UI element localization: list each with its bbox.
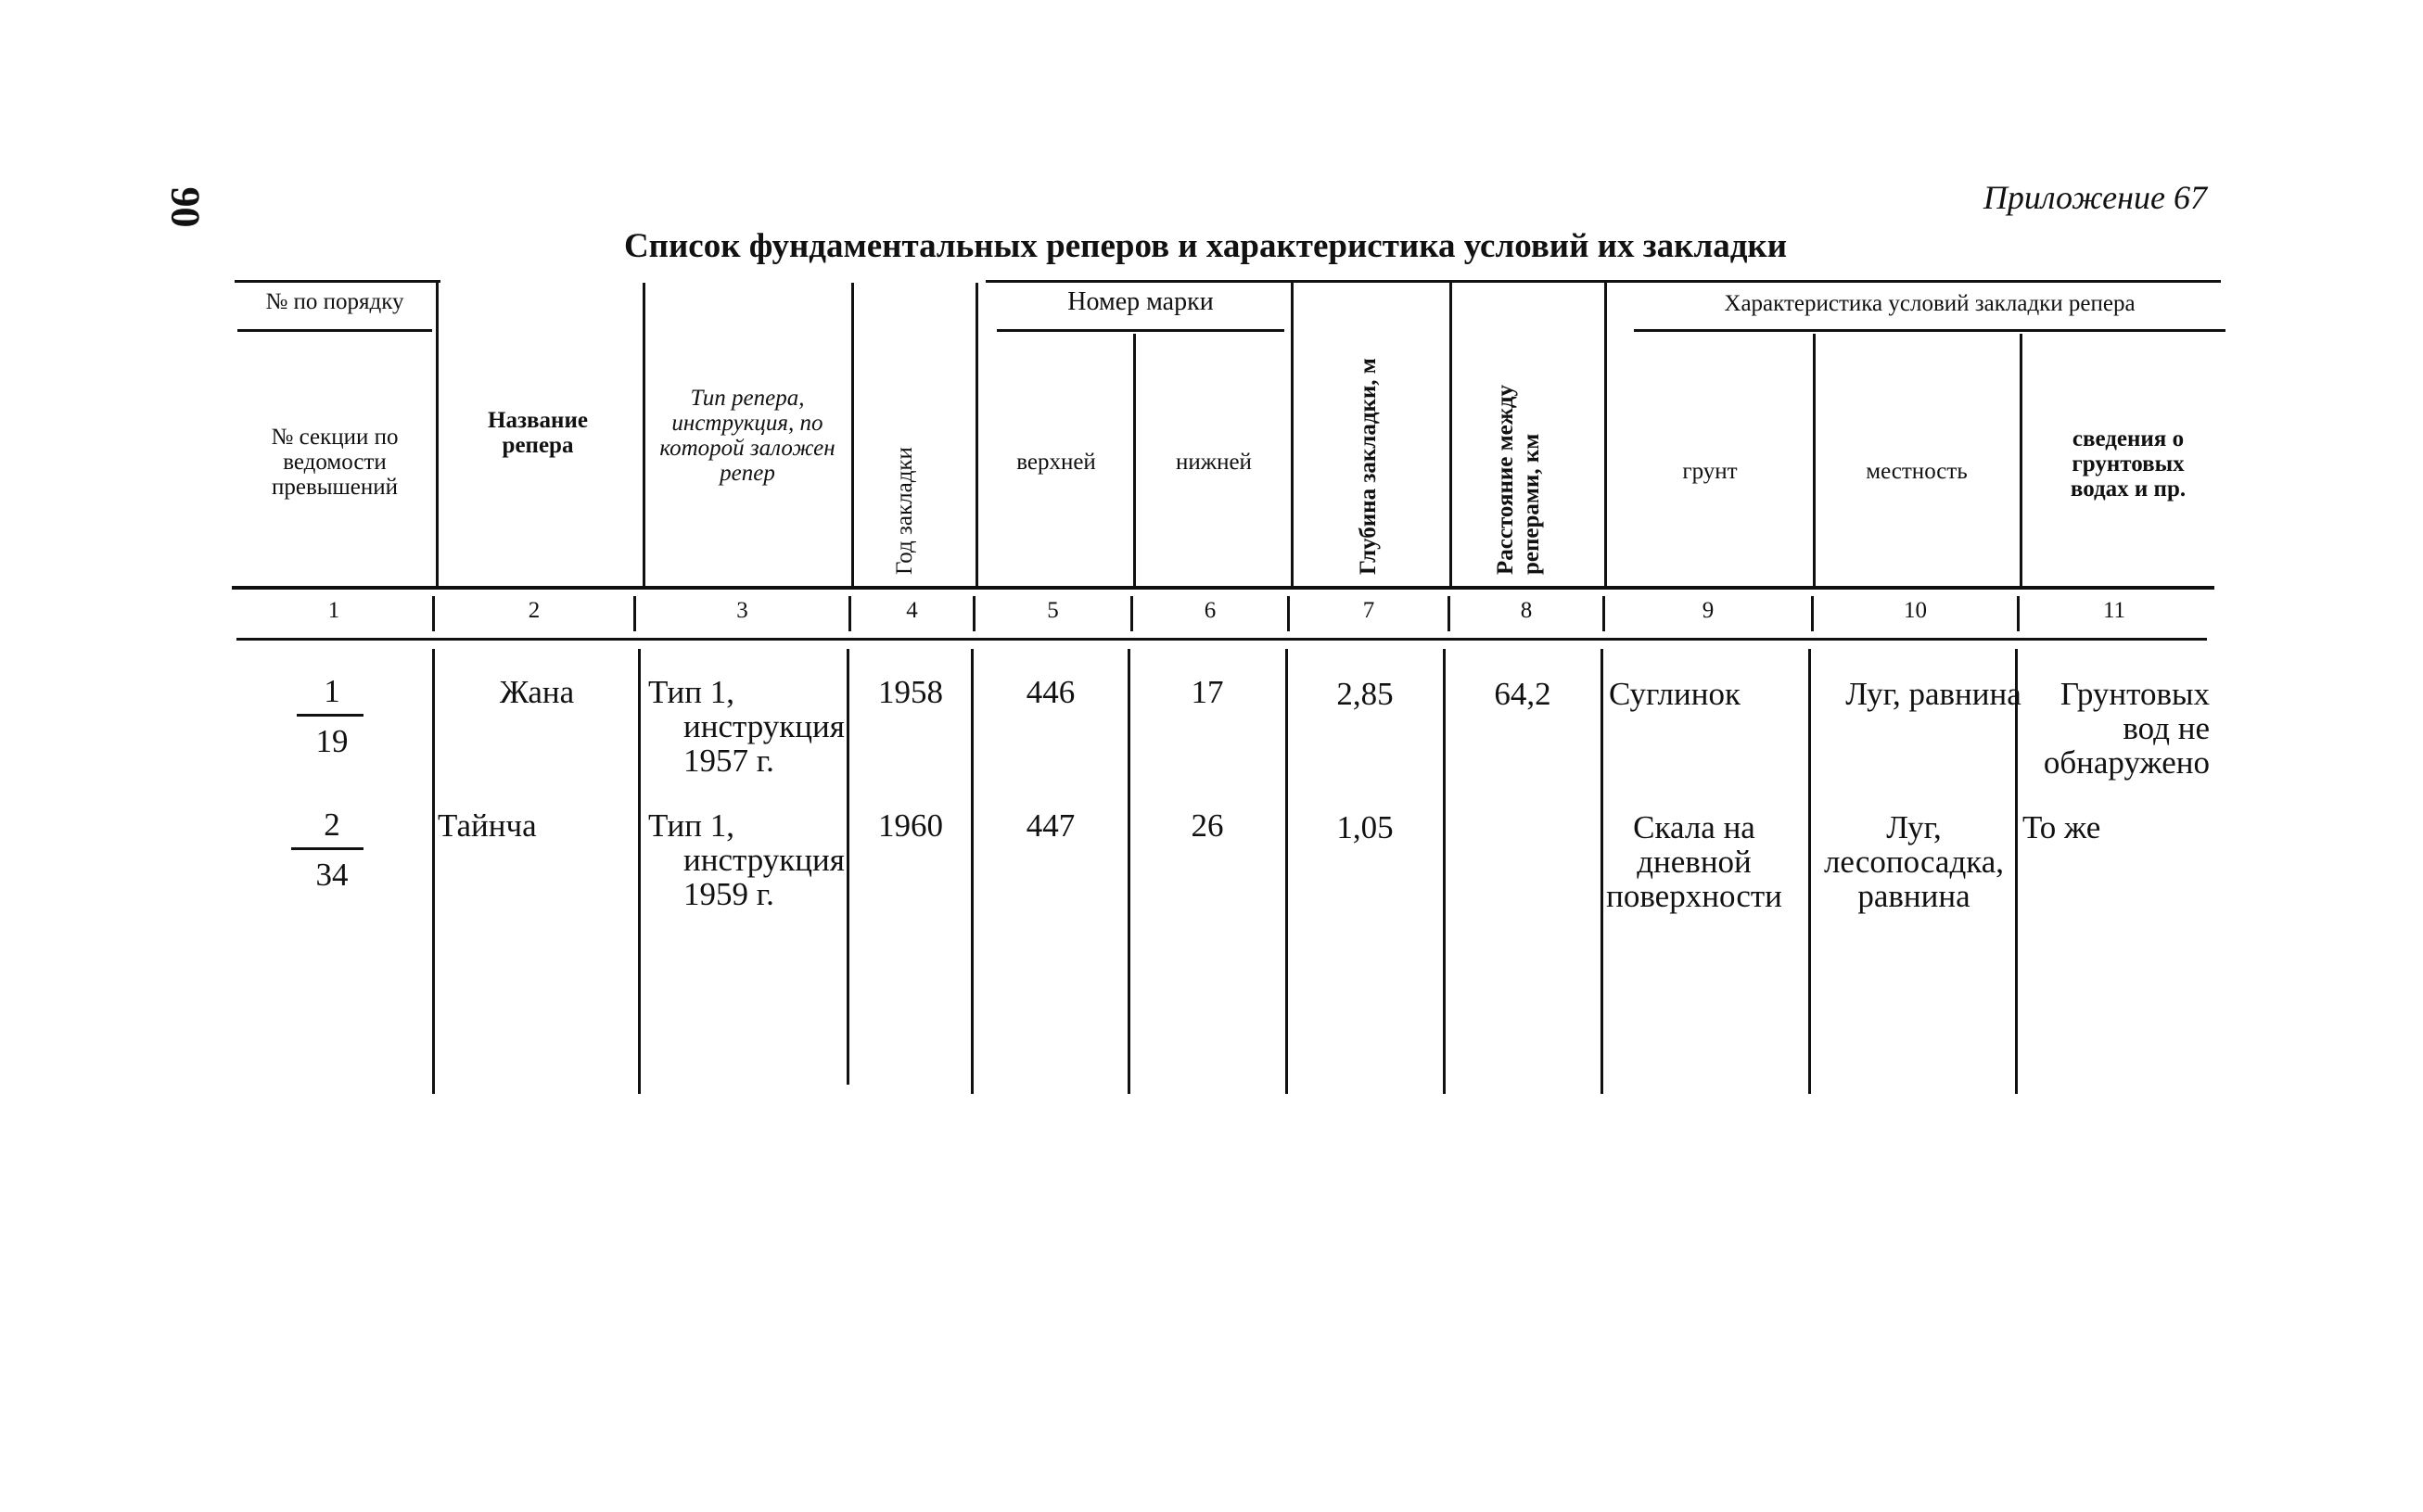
column-number: 5 bbox=[1047, 598, 1059, 623]
row1-lower: 17 bbox=[1191, 674, 1224, 710]
col-rule bbox=[1133, 334, 1136, 586]
header-terrain: местность bbox=[1866, 459, 1968, 484]
col-rule bbox=[2020, 334, 2022, 586]
header-groundwater: сведения о грунтовых водах и пр. bbox=[2070, 426, 2187, 502]
col-rule bbox=[436, 283, 439, 586]
row2-section: 34 bbox=[315, 857, 349, 893]
column-number: 11 bbox=[2102, 598, 2126, 623]
table-title: Список фундаментальных реперов и характеристика условий их закладки bbox=[623, 227, 1788, 265]
numbers-bottom-rule bbox=[236, 638, 2207, 641]
body-rule bbox=[638, 649, 641, 1094]
column-number: 2 bbox=[528, 598, 541, 623]
header-lower: нижней bbox=[1176, 450, 1252, 475]
row2-year: 1960 bbox=[878, 807, 943, 844]
header-type: Тип репера, инструкция, по которой заложен репер bbox=[659, 386, 835, 486]
marks-sep-rule bbox=[997, 329, 1284, 332]
row1-upper: 446 bbox=[1026, 674, 1076, 710]
header-section-no: № секции по ведомости превышений bbox=[271, 425, 399, 500]
row2-soil: Скала на дневной поверхности bbox=[1606, 809, 1782, 914]
body-rule bbox=[1285, 649, 1288, 1094]
column-number: 10 bbox=[1904, 598, 1927, 623]
header-upper: верхней bbox=[1016, 450, 1096, 475]
row2-fraction-bar bbox=[291, 847, 363, 850]
row2-upper: 447 bbox=[1026, 807, 1076, 844]
row1-order: 1 bbox=[324, 673, 340, 709]
header-depth: Глубина закладки, м bbox=[1356, 358, 1381, 575]
row1-type: Тип 1, инструкция 1957 г. bbox=[648, 674, 845, 779]
body-rule bbox=[971, 649, 974, 1094]
col-rule bbox=[976, 283, 978, 586]
column-number: 8 bbox=[1520, 598, 1533, 623]
appendix-label: Приложение 67 bbox=[1983, 179, 2207, 216]
row2-depth: 1,05 bbox=[1336, 809, 1394, 845]
body-rule bbox=[1128, 649, 1130, 1094]
row1-distance: 64,2 bbox=[1494, 676, 1551, 712]
col-rule bbox=[851, 283, 854, 586]
row2-name: Тайнча bbox=[438, 807, 537, 844]
row1-name: Жана bbox=[499, 674, 575, 710]
body-rule bbox=[1443, 649, 1446, 1094]
header-year: Год закладки bbox=[892, 447, 917, 575]
body-rule bbox=[1600, 649, 1603, 1094]
column-number: 3 bbox=[736, 598, 748, 623]
col-rule bbox=[643, 283, 645, 586]
body-rule bbox=[432, 649, 435, 1094]
col-rule bbox=[1449, 283, 1452, 586]
order-sep-rule bbox=[237, 329, 432, 332]
body-rule bbox=[2015, 649, 2018, 1094]
row1-terrain: Луг, равнина bbox=[1845, 676, 2021, 712]
row1-soil: Суглинок bbox=[1609, 676, 1741, 712]
header-top-rule bbox=[986, 280, 2221, 283]
body-rule bbox=[1808, 649, 1811, 1094]
column-number: 9 bbox=[1702, 598, 1715, 623]
header-top-rule-left bbox=[235, 280, 440, 283]
col-rule bbox=[1604, 283, 1607, 586]
column-number: 7 bbox=[1362, 598, 1375, 623]
column-number: 6 bbox=[1204, 598, 1217, 623]
column-number: 4 bbox=[906, 598, 918, 623]
header-mark-no: Номер марки bbox=[1067, 287, 1214, 316]
header-conditions: Характеристика условий закладки репера bbox=[1724, 291, 2136, 316]
header-order-no: № по порядку bbox=[265, 289, 404, 314]
row2-terrain: Луг, лесопосадка, равнина bbox=[1823, 809, 2005, 914]
page-number: 90 bbox=[162, 186, 209, 228]
row2-type: Тип 1, инструкция 1959 г. bbox=[648, 807, 845, 912]
header-name: Название репера bbox=[488, 408, 588, 458]
row2-order: 2 bbox=[324, 807, 340, 843]
row1-depth: 2,85 bbox=[1336, 676, 1394, 712]
column-number: 1 bbox=[327, 598, 340, 623]
row2-groundwater: То же bbox=[2022, 809, 2101, 845]
header-bottom-rule bbox=[232, 586, 2214, 590]
row1-year: 1958 bbox=[878, 674, 943, 710]
row1-fraction-bar bbox=[297, 714, 363, 717]
row2-lower: 26 bbox=[1191, 807, 1224, 844]
header-soil: грунт bbox=[1682, 459, 1738, 484]
conditions-sep-rule bbox=[1634, 329, 2225, 332]
header-distance: Расстояние между реперами, км bbox=[1493, 384, 1544, 575]
col-rule bbox=[1291, 283, 1294, 586]
row1-groundwater: Грунтовых вод не обнаружено bbox=[2043, 676, 2210, 781]
row1-section: 19 bbox=[315, 723, 349, 759]
